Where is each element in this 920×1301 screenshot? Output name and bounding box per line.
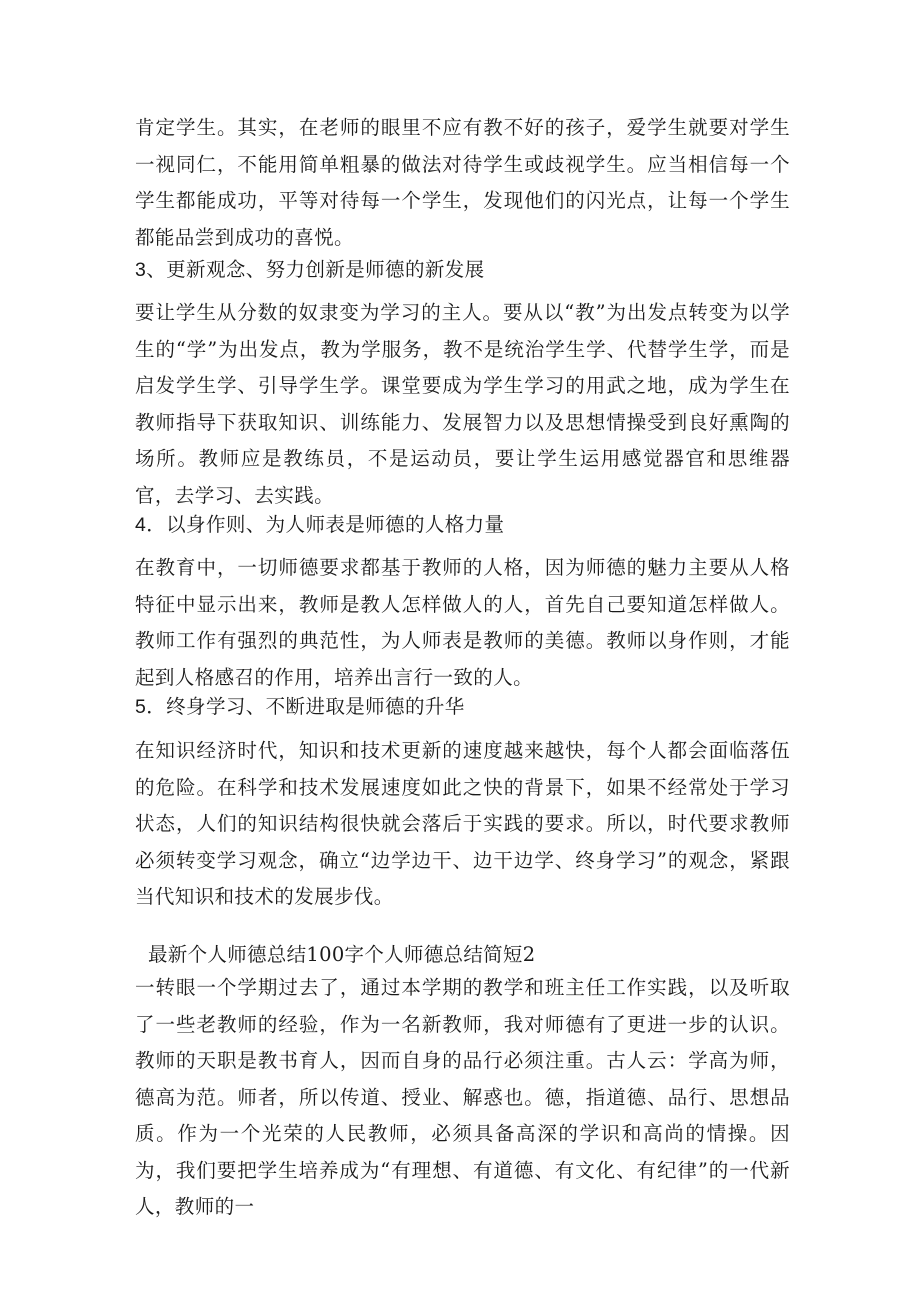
heading-4-number: 4 bbox=[135, 514, 147, 536]
heading-4 bbox=[135, 510, 790, 540]
heading-5-number: 5 bbox=[135, 696, 147, 718]
paragraph-love-students: 肯定学生。其实，在老师的眼里不应有教不好的孩子，爱学生就要对学生一视同仁，不能用简单粗暴的做法对待学生或歧视学生。应当相信每一个学生都能成功，平等对待每一个学生，发现他们的闪光点，让每一个学生都能品尝到成功的喜悦。 bbox=[135, 116, 790, 249]
section-title-2: 最新个人师德总结100字个人师德总结简短2 bbox=[148, 943, 536, 966]
paragraph-update-concepts: 要让学生从分数的奴隶变为学习的主人。要从以“教”为出发点转变为以学生的“学”为出发点，教为学服务，教不是统治学生学、代替学生学，而是启发学生学、引导学生学。课堂要成为学生学习的用武之地，成为学生在教师指导下获取知识、训练能力、发展智力以及思想情操受到良好熏陶的场所。教师应是教练员，不是运动员，要让学生运用感觉器官和思维器官，去学习、去实践。 bbox=[135, 301, 790, 507]
heading-4-text: ．以身作则、为人师表是师德的人格力量 bbox=[146, 513, 505, 536]
heading-3-number: 3 bbox=[135, 259, 147, 281]
heading-5-text: ．终身学习、不断进取是师德的升华 bbox=[146, 695, 465, 718]
heading-5 bbox=[135, 692, 790, 722]
heading-3 bbox=[135, 255, 790, 285]
heading-3-text: 、更新观念、努力创新是师德的新发展 bbox=[146, 258, 485, 281]
paragraph-new-teacher: 一转眼一个学期过去了，通过本学期的教学和班主任工作实践，以及听取了一些老教师的经验，作为一名新教师，我对师德有了更进一步的认识。教师的天职是教书育人，因而自身的品行必须注重。古人云：学高为师，德高为范。师者，所以传道、授业、解惑也。德，指道德、品行、思想品质。作为一个光荣的人民教师，必须具备高深的学识和高尚的情操。因为，我们要把学生培养成为“有理想、有道德、有文化、有纪律”的一代新人，教师的一 bbox=[135, 976, 790, 1218]
paragraph-lead-by-example: 在教育中，一切师德要求都基于教师的人格，因为师德的魅力主要从人格特征中显示出来，教师是教人怎样做人的人，首先自己要知道怎样做人。教师工作有强烈的典范性，为人师表是教师的美德。教师以身作则，才能起到人格感召的作用，培养出言行一致的人。 bbox=[135, 556, 790, 689]
paragraph-lifelong-learning: 在知识经济时代，知识和技术更新的速度越来越快，每个人都会面临落伍的危险。在科学和技术发展速度如此之快的背景下，如果不经常处于学习状态，人们的知识结构很快就会落后于实践的要求。所以，时代要求教师必须转变学习观念，确立“边学边干、边干边学、终身学习”的观念，紧跟当代知识和技术的发展步伐。 bbox=[135, 739, 790, 908]
